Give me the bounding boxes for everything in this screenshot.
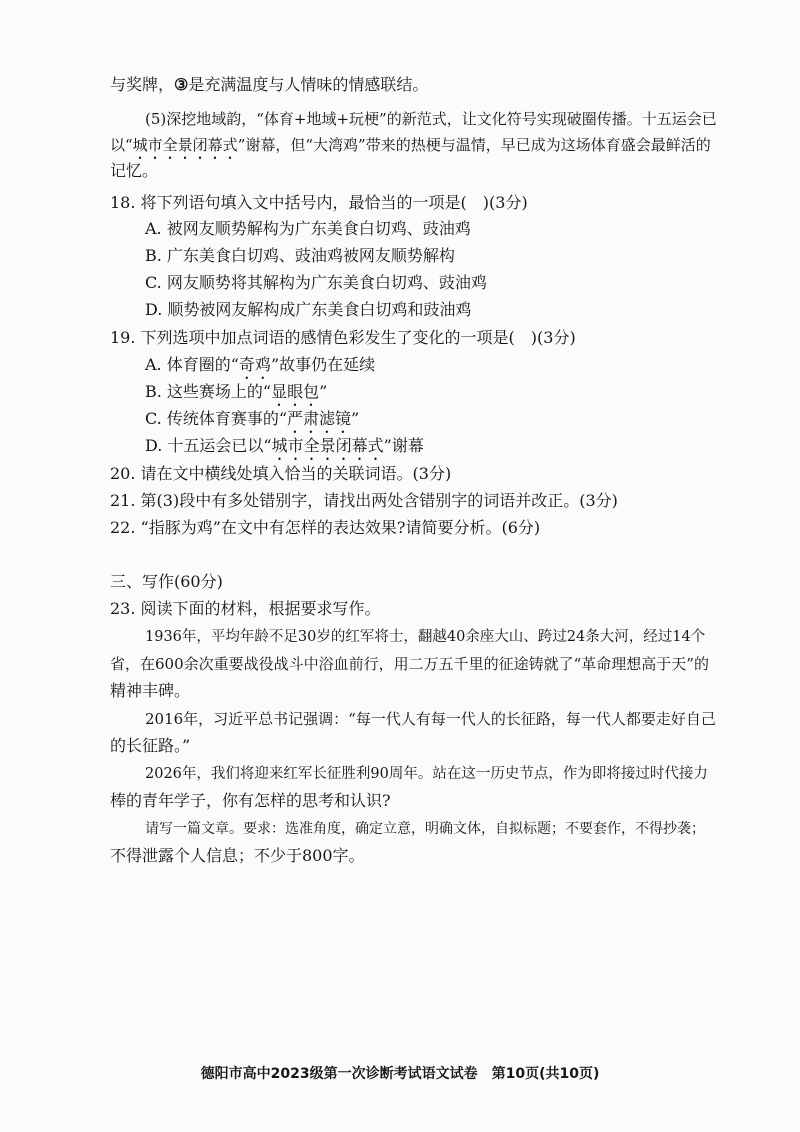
question-19-stem: 19. 下列选项中加点词语的感情色彩发生了变化的一项是( )(3分) xyxy=(110,328,576,347)
option-text: A. 体育圈的“ xyxy=(145,355,239,374)
option-text: ”故事仍在延续 xyxy=(270,355,376,374)
question-19-option-c xyxy=(145,407,359,431)
dotted-term: 城市全景闭幕式 xyxy=(271,436,384,455)
option-text: ” xyxy=(319,382,328,401)
question-23-stem: 23. 阅读下面的材料，根据要求写作。 xyxy=(110,599,381,618)
question-19-option-d xyxy=(145,434,424,458)
question-20: 20. 请在文中横线处填入恰当的关联词语。(3分) xyxy=(110,464,452,483)
material-line: 2026年，我们将迎来红军长征胜利90周年。站在这一历史节点，作为即将接过时代接力 xyxy=(145,766,708,782)
writing-requirements: 不得泄露个人信息；不少于800字。 xyxy=(110,846,365,865)
question-18-option-b: B. 广东美食白切鸡、豉油鸡被网友顺势解构 xyxy=(145,246,455,265)
option-text: ”谢幕 xyxy=(383,436,424,455)
question-18-stem: 18. 将下列语句填入文中括号内，最恰当的一项是( )(3分) xyxy=(110,193,528,212)
option-text: C. 传统体育赛事的“ xyxy=(145,409,288,428)
question-19-option-a xyxy=(145,353,375,377)
question-18-option-c: C. 网友顺势将其解构为广东美食白切鸡、豉油鸡 xyxy=(145,273,487,292)
dotted-term: 严肃滤镜 xyxy=(287,409,352,428)
material-line: 的长征路。” xyxy=(110,736,191,755)
question-19-option-b xyxy=(145,380,327,404)
passage-line xyxy=(110,73,428,97)
dotted-term: 显眼包 xyxy=(271,382,320,401)
section-heading-writing: 三、写作(60分) xyxy=(110,572,223,591)
passage-text: 是充满温度与人情味的情感联结。 xyxy=(188,75,429,94)
question-21: 21. 第(3)段中有多处错别字，请找出两处含错别字的词语并改正。(3分) xyxy=(110,491,618,510)
option-text: D. 十五运会已以“ xyxy=(145,436,272,455)
question-22: 22. “指豚为鸡”在文中有怎样的表达效果?请简要分析。(6分) xyxy=(110,518,541,537)
blank-marker-3: ③ xyxy=(174,75,189,94)
passage-text: ”谢幕，但“大湾鸡”带来的热梗与温情，早已成为这场体育盛会最鲜活的 xyxy=(237,136,711,154)
question-18-option-d: D. 顺势被网友解构成广东美食白切鸡和豉油鸡 xyxy=(145,300,472,319)
passage-text: 与奖牌， xyxy=(110,75,175,94)
page-footer: 德阳市高中2023级第一次诊断考试语文试卷 第10页(共10页) xyxy=(200,1066,600,1082)
option-text: B. 这些赛场上的“ xyxy=(145,382,272,401)
dotted-term: 城市全景闭幕式 xyxy=(132,136,238,154)
passage-line xyxy=(110,133,711,157)
option-text: ” xyxy=(351,409,360,428)
material-line: 省，在600余次重要战役战斗中浴血前行，用二万五千里的征途铸就了“革命理想高于天”的 xyxy=(110,655,709,673)
passage-text: 以“ xyxy=(110,136,133,154)
material-line: 精神丰碑。 xyxy=(110,681,191,700)
dotted-term: 奇鸡 xyxy=(238,355,271,374)
writing-requirements: 请写一篇文章。要求：选准角度，确定立意，明确文体，自拟标题；不要套作，不得抄袭； xyxy=(145,821,705,837)
material-line: 1936年，平均年龄不足30岁的红军将士，翻越40余座大山、跨过24条大河，经过14个 xyxy=(145,629,706,645)
material-line: 2016年，习近平总书记强调：“每一代人有每一代人的长征路，每一代人都要走好自己 xyxy=(145,710,716,728)
passage-line: (5)深挖地域韵，“体育+地域+玩梗”的新范式，让文化符号实现破圈传播。十五运会已 xyxy=(145,110,717,128)
material-line: 棒的青年学子，你有怎样的思考和认识? xyxy=(110,791,391,810)
passage-line: 记忆。 xyxy=(110,161,159,180)
question-18-option-a: A. 被网友顺势解构为广东美食白切鸡、豉油鸡 xyxy=(145,219,471,238)
